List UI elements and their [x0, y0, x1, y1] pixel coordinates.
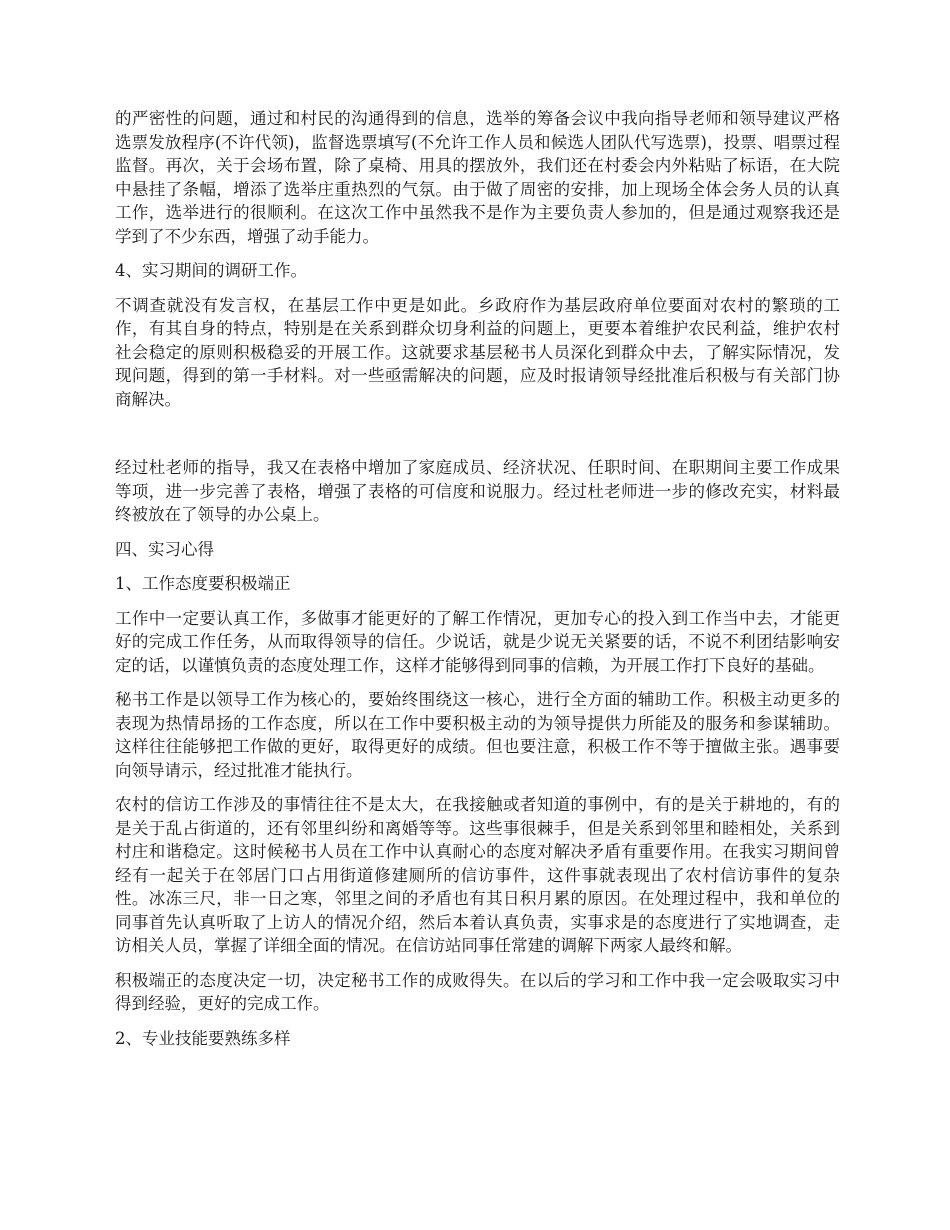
- paragraph-attitude-conclusion: 积极端正的态度决定一切，决定秘书工作的成败得失。在以后的学习和工作中我一定会吸取实习中得到经验，更好的完成工作。: [115, 970, 840, 1013]
- document-page: [115, 107, 840, 1061]
- paragraph-table-improvement: 经过杜老师的指导，我又在表格中增加了家庭成员、经济状况、任职时间、在职期间主要工作成果等项，进一步完善了表格，增强了表格的可信度和说服力。经过杜老师进一步的修改充实，材料最终被放在了领导的办公桌上。: [115, 458, 840, 524]
- paragraph-election-preparation: 的严密性的问题，通过和村民的沟通得到的信息，选举的筹备会议中我向指导老师和领导建议严格选票发放程序(不许代领)，监督选票填写(不允许工作人员和候选人团队代写选票)，投票、唱票过程监督。再次，关于会场布置，除了桌椅、用具的摆放外，我们还在村委会内外粘贴了标语，在大院中悬挂了条幅，增添了选举庄重热烈的气氛。由于做了周密的安排，加上现场全体会务人员的认真工作，选举进行的很顺利。在这次工作中虽然我不是作为主要负责人参加的，但是通过观察我还是学到了不少东西，增强了动手能力。: [115, 109, 840, 246]
- chapter-heading-internship-reflections: 四、实习心得: [115, 539, 214, 559]
- paragraph-research-importance: 不调查就没有发言权，在基层工作中更是如此。乡政府作为基层政府单位要面对农村的繁琐的工作，有其自身的特点，特别是在关系到群众切身利益的问题上，更要本着维护农民利益，维护农村社会稳定的原则积极稳妥的开展工作。这就要求基层秘书人员深化到群众中去，了解实际情况，发现问题，得到的第一手材料。对一些亟需解决的问题，应及时报请领导经批准后积极与有关部门协商解决。: [115, 295, 840, 409]
- paragraph-petition-work: 农村的信访工作涉及的事情往往不是太大，在我接触或者知道的事例中，有的是关于耕地的，有的是关于乱占街道的，还有邻里纠纷和离婚等等。这些事很棘手，但是关系到邻里和睦相处，关系到村庄和谐稳定。这时候秘书人员在工作中认真耐心的态度对解决矛盾有重要作用。在我实习期间曾经有一起关于在邻居门口占用街道修建厕所的信访事件，这件事就表现出了农村信访事件的复杂性。冰冻三尺，非一日之寒，邻里之间的矛盾也有其日积月累的原因。在处理过程中，我和单位的同事首先认真听取了上访人的情况介绍，然后本着认真负责，实事求是的态度进行了实地调查，走访相关人员，掌握了详细全面的情况。在信访站同事任常建的调解下两家人最终和解。: [115, 795, 840, 955]
- section-heading-professional-skills: 2、专业技能要熟练多样: [115, 1028, 291, 1048]
- paragraph-work-diligence: 工作中一定要认真工作，多做事才能更好的了解工作情况，更加专心的投入到工作当中去，才能更好的完成工作任务，从而取得领导的信任。少说话，就是少说无关紧要的话，不说不利团结影响安定的话，以谨慎负责的态度处理工作，这样才能够得到同事的信赖，为开展工作打下良好的基础。: [115, 608, 840, 675]
- section-heading-work-attitude: 1、工作态度要积极端正: [115, 574, 291, 593]
- blank-gap: [115, 422, 840, 456]
- section-heading-research-work: 4、实习期间的调研工作。: [115, 261, 307, 280]
- paragraph-secretary-role: 秘书工作是以领导工作为核心的，要始终围绕这一核心，进行全方面的辅助工作。积极主动更多的表现为热情昂扬的工作态度，所以在工作中要积极主动的为领导提供力所能及的服务和参谋辅助。这样往往能够把工作做的更好，取得更好的成绩。但也要注意，积极工作不等于擅做主张。遇事要向领导请示，经过批准才能执行。: [115, 690, 840, 780]
